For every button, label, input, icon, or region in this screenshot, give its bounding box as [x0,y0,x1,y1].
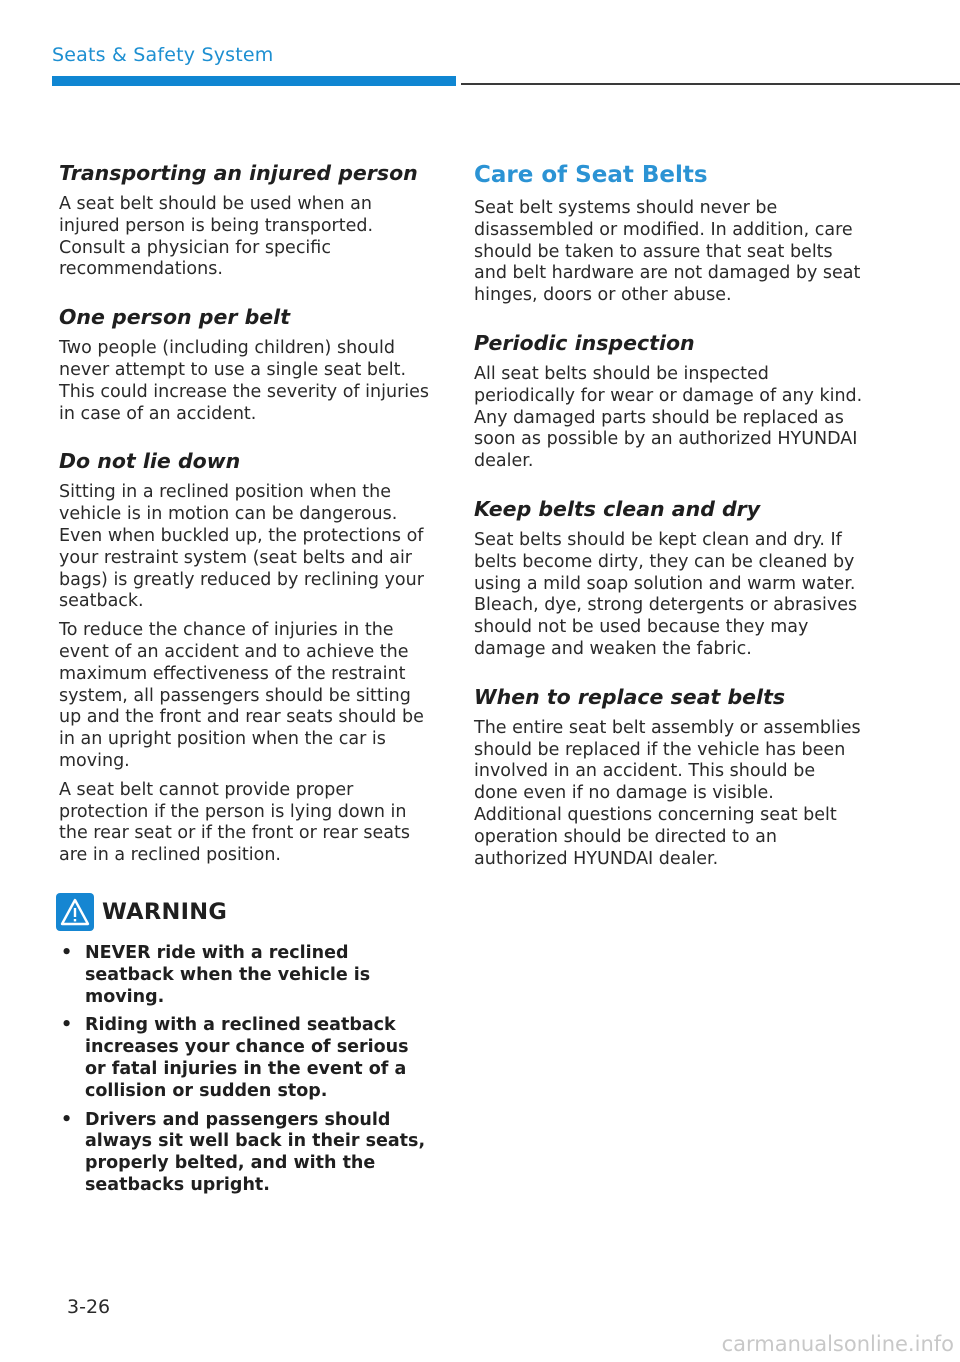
warning-triangle-icon [56,893,94,931]
header-rule [461,83,960,85]
paragraph: The entire seat belt assembly or assemblies should be replaced if the vehicle has been involved in an accident. This should be done even if no damage is visible. Additional questions concerning seat belt operation should be directed to an authorized HYUNDAI dealer. [474,717,861,869]
heading-periodic-inspection: Periodic inspection [474,330,695,355]
paragraph: Sitting in a reclined position when the vehicle is in motion can be dangerous. Even when buckled up, the protections of your restraint system (seat belts and air bags) is greatly reduced by reclining your seatback. [59,482,424,612]
list-item: • Riding with a reclined seatback increases your chance of serious or fatal injuries in the event of a collision or sudden stop. [61,1015,409,1101]
page-number: 3-26 [67,1296,111,1318]
heading-transporting-injured: Transporting an injured person [59,161,418,185]
warning-list [59,943,431,1197]
left-column [59,160,431,1204]
list-item: • Drivers and passengers should always sit well back in their seats, properly belted, and with the seatbacks upright. [61,1109,426,1195]
paragraph: A seat belt cannot provide proper protection if the person is lying down in the rear seat or if the front or rear seats are in a reclined position. [59,779,411,866]
right-column [474,160,864,877]
paragraph: A seat belt should be used when an injured person is being transported. Consult a physician for specific recommendations. [59,194,374,280]
paragraph: Seat belt systems should never be disassembled or modified. In addition, care should be taken to assure that seat belts and belt hardware are not damaged by seat hinges, doors or other abuse. [474,198,861,306]
watermark: carmanualsonline.info [721,1332,954,1356]
paragraph: Seat belts should be kept clean and dry. If belts become dirty, they can be cleaned by using a mild soap solution and warm water. Bleach, dye, strong detergents or abrasives should not be used because they may damage and weaken the fabric. [474,529,858,659]
heading-keep-belts-clean: Keep belts clean and dry [474,496,761,521]
header-section-title: Seats & Safety System [52,44,274,66]
list-item: • NEVER ride with a reclined seatback when the vehicle is moving. [61,942,371,1007]
paragraph: To reduce the chance of injuries in the event of an accident and to achieve the maximum effectiveness of the restraint system, all passengers should be sitting up and the front and rear seats should be in an upright position when the car is moving. [59,620,424,771]
heading-when-to-replace: When to replace seat belts [474,684,786,709]
heading-care-of-seat-belts: Care of Seat Belts [474,162,708,188]
paragraph: Two people (including children) should never attempt to use a single seat belt. This could increase the severity of injuries in case of an accident. [59,338,430,424]
warning-title: WARNING [102,898,228,925]
warning-box [56,893,431,931]
header-accent-bar [52,76,456,86]
heading-do-not-lie-down: Do not lie down [59,449,241,474]
heading-one-person-per-belt: One person per belt [59,305,290,330]
paragraph: All seat belts should be inspected periodically for wear or damage of any kind. Any damaged parts should be replaced as soon as possible by an authorized HYUNDAI dealer. [474,363,863,472]
